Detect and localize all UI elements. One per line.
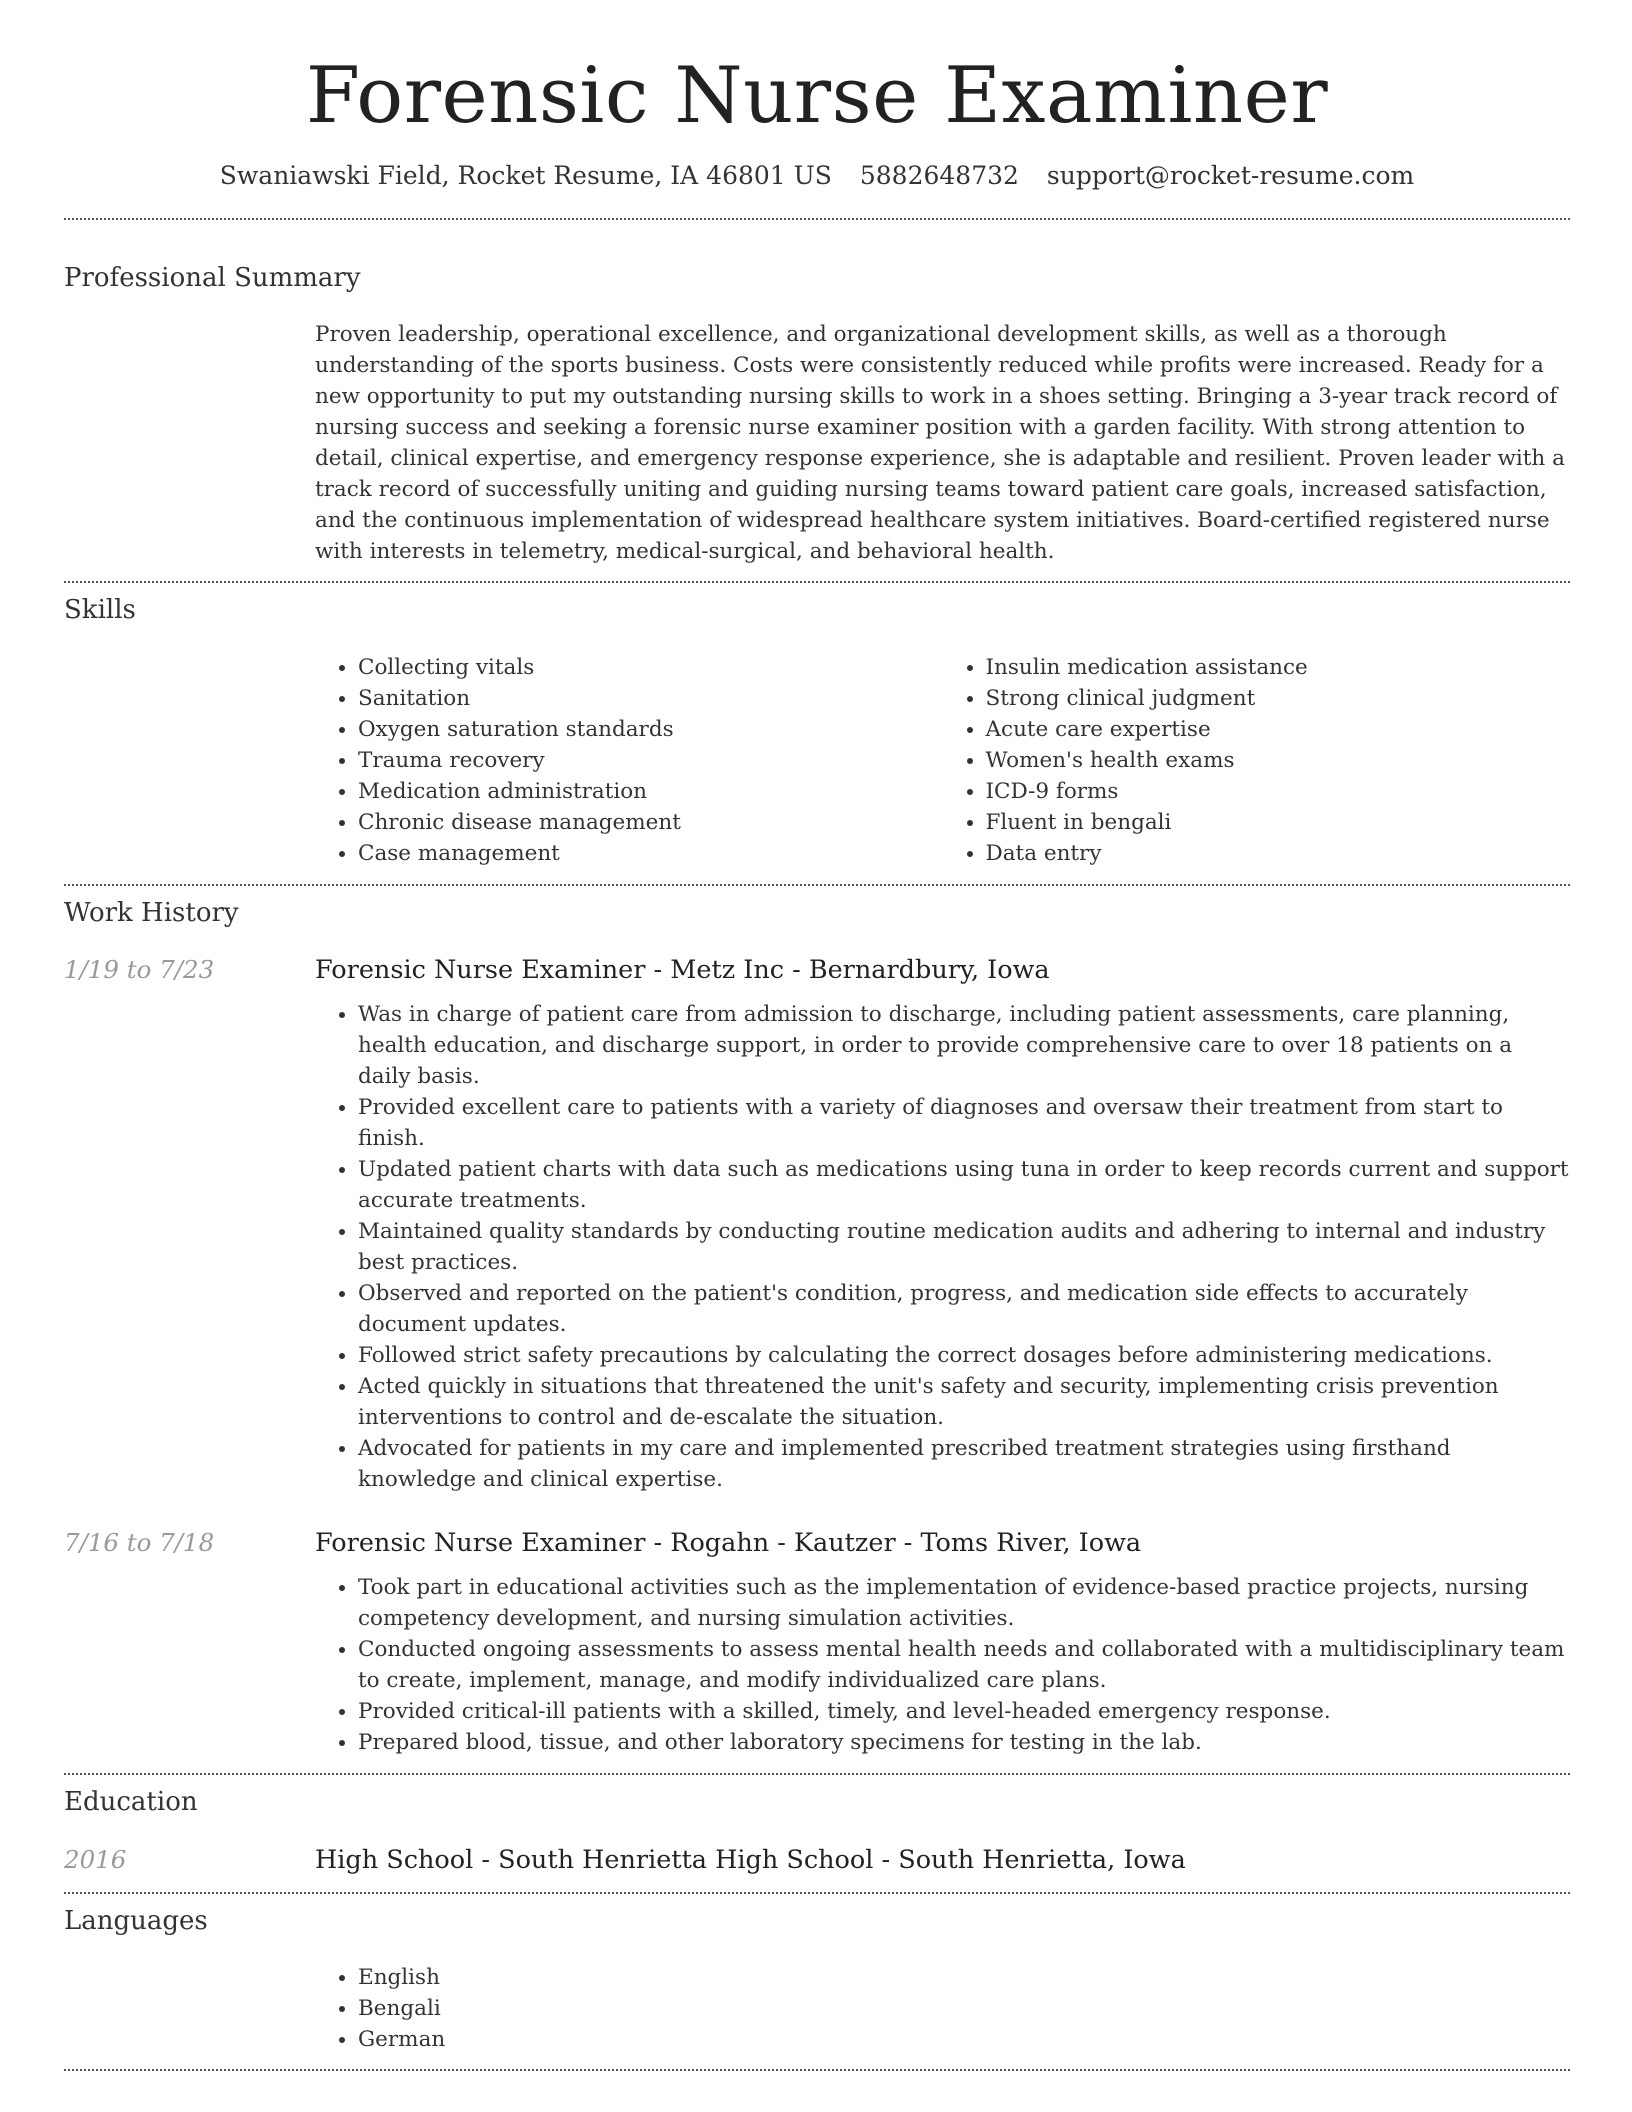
job-bullet: • Was in charge of patient care from admission to discharge, including patient assessments, care planning, health education, and discharge support, in order to provide comprehensive care to over 18 patients on a daily basis. [358,999,1570,1092]
section-divider [64,1773,1570,1775]
job-header [64,1528,1570,1558]
resume-name: Forensic Nurse Examiner [305,51,1329,141]
education-title: High School - South Henrietta High School - South Henrietta, Iowa [315,1845,1186,1876]
contact-phone: 5882648732 [859,160,1019,190]
languages-section-title: Languages [64,1906,208,1937]
skill-item: • Trauma recovery [358,745,943,776]
job-bullet: • Provided excellent care to patients with a variety of diagnoses and oversaw their treatment from start to finish. [358,1092,1570,1154]
job-bullet: • Took part in educational activities such as the implementation of evidence-based practice projects, nursing competency development, and nursing simulation activities. [358,1572,1570,1634]
section-divider [64,1892,1570,1894]
job-dates: 7/16 to 7/18 [64,1528,215,1558]
skill-item: • Women's health exams [986,745,1571,776]
work-section-title: Work History [64,897,239,928]
job-title: Forensic Nurse Examiner - Rogahn - Kautzer - Toms River, Iowa [315,1528,1142,1559]
language-item: • English [358,1962,1570,1993]
skill-item: • Chronic disease management [358,807,943,838]
resume-page [64,0,1570,2071]
language-item: • German [358,2024,1570,2055]
skill-item: • Acute care expertise [986,714,1571,745]
skill-item: • Sanitation [358,683,943,714]
section-divider [64,2069,1570,2071]
skill-item: • Data entry [986,838,1571,869]
job-dates: 1/19 to 7/23 [64,955,215,985]
education-entry [64,1845,1570,1875]
job-bullet: • Maintained quality standards by conducting routine medication audits and adhering to internal and industry best practices. [358,1216,1570,1278]
skill-item: • Strong clinical judgment [986,683,1571,714]
contact-line [64,160,1570,193]
language-item: • Bengali [358,1993,1570,2024]
section-divider [64,581,1570,583]
skill-item: • ICD-9 forms [986,776,1571,807]
job-bullet: • Updated patient charts with data such as medications using tuna in order to keep records current and support accurate treatments. [358,1154,1570,1216]
skills-column-right [943,652,1571,869]
skill-item: • Medication administration [358,776,943,807]
job-bullet: • Observed and reported on the patient's condition, progress, and medication side effects to accurately document updates. [358,1278,1570,1340]
skill-item: • Collecting vitals [358,652,943,683]
skills-list [315,652,1570,869]
skill-item: • Insulin medication assistance [986,652,1571,683]
job-bullet: • Conducted ongoing assessments to assess mental health needs and collaborated with a multidisciplinary team to create, implement, manage, and modify individualized care plans. [358,1634,1570,1696]
education-year: 2016 [64,1845,127,1875]
job-bullets [315,999,1570,1495]
section-divider [64,884,1570,886]
job-bullet: • Provided critical-ill patients with a skilled, timely, and level-headed emergency response. [358,1696,1570,1727]
education-section-title: Education [64,1787,198,1818]
summary-text: Proven leadership, operational excellence, and organizational development skills, as well as a thorough understanding of the sports business. Costs were consistently reduced while profits were increased. Ready for a new opportunity to put my outstanding nursing skills to work in a shoes setting. Bringing a 3-year track record of nursing success and seeking a forensic nurse examiner position with a garden facility. With strong attention to detail, clinical expertise, and emergency response experience, she is adaptable and resilient. Proven leader with a track record of successfully uniting and guiding nursing teams toward patient care goals, increased satisfaction, and the continuous implementation of widespread healthcare system initiatives. Board-certified registered nurse with interests in telemetry, medical-surgical, and behavioral health. [315,321,1565,564]
job-bullet: • Followed strict safety precautions by calculating the correct dosages before administering medications. [358,1340,1570,1371]
section-divider [64,218,1570,220]
summary-section-title: Professional Summary [64,263,361,294]
skill-item: • Case management [358,838,943,869]
languages-list [315,1962,1570,2055]
skill-item: • Fluent in bengali [986,807,1571,838]
skill-item: • Oxygen saturation standards [358,714,943,745]
job-bullet: • Acted quickly in situations that threatened the unit's safety and security, implementing crisis prevention interventions to control and de-escalate the situation. [358,1371,1570,1433]
job-bullet: • Advocated for patients in my care and implemented prescribed treatment strategies using firsthand knowledge and clinical expertise. [358,1433,1570,1495]
job-bullet: • Prepared blood, tissue, and other laboratory specimens for testing in the lab. [358,1727,1570,1758]
job-header [64,955,1570,985]
skills-column-left [315,652,943,869]
job-title: Forensic Nurse Examiner - Metz Inc - Bernardbury, Iowa [315,955,1050,986]
contact-address: Swaniawski Field, Rocket Resume, IA 46801 US [219,160,832,190]
skills-section-title: Skills [64,594,136,625]
contact-email: support@rocket-resume.com [1046,160,1415,190]
job-bullets [315,1572,1570,1758]
